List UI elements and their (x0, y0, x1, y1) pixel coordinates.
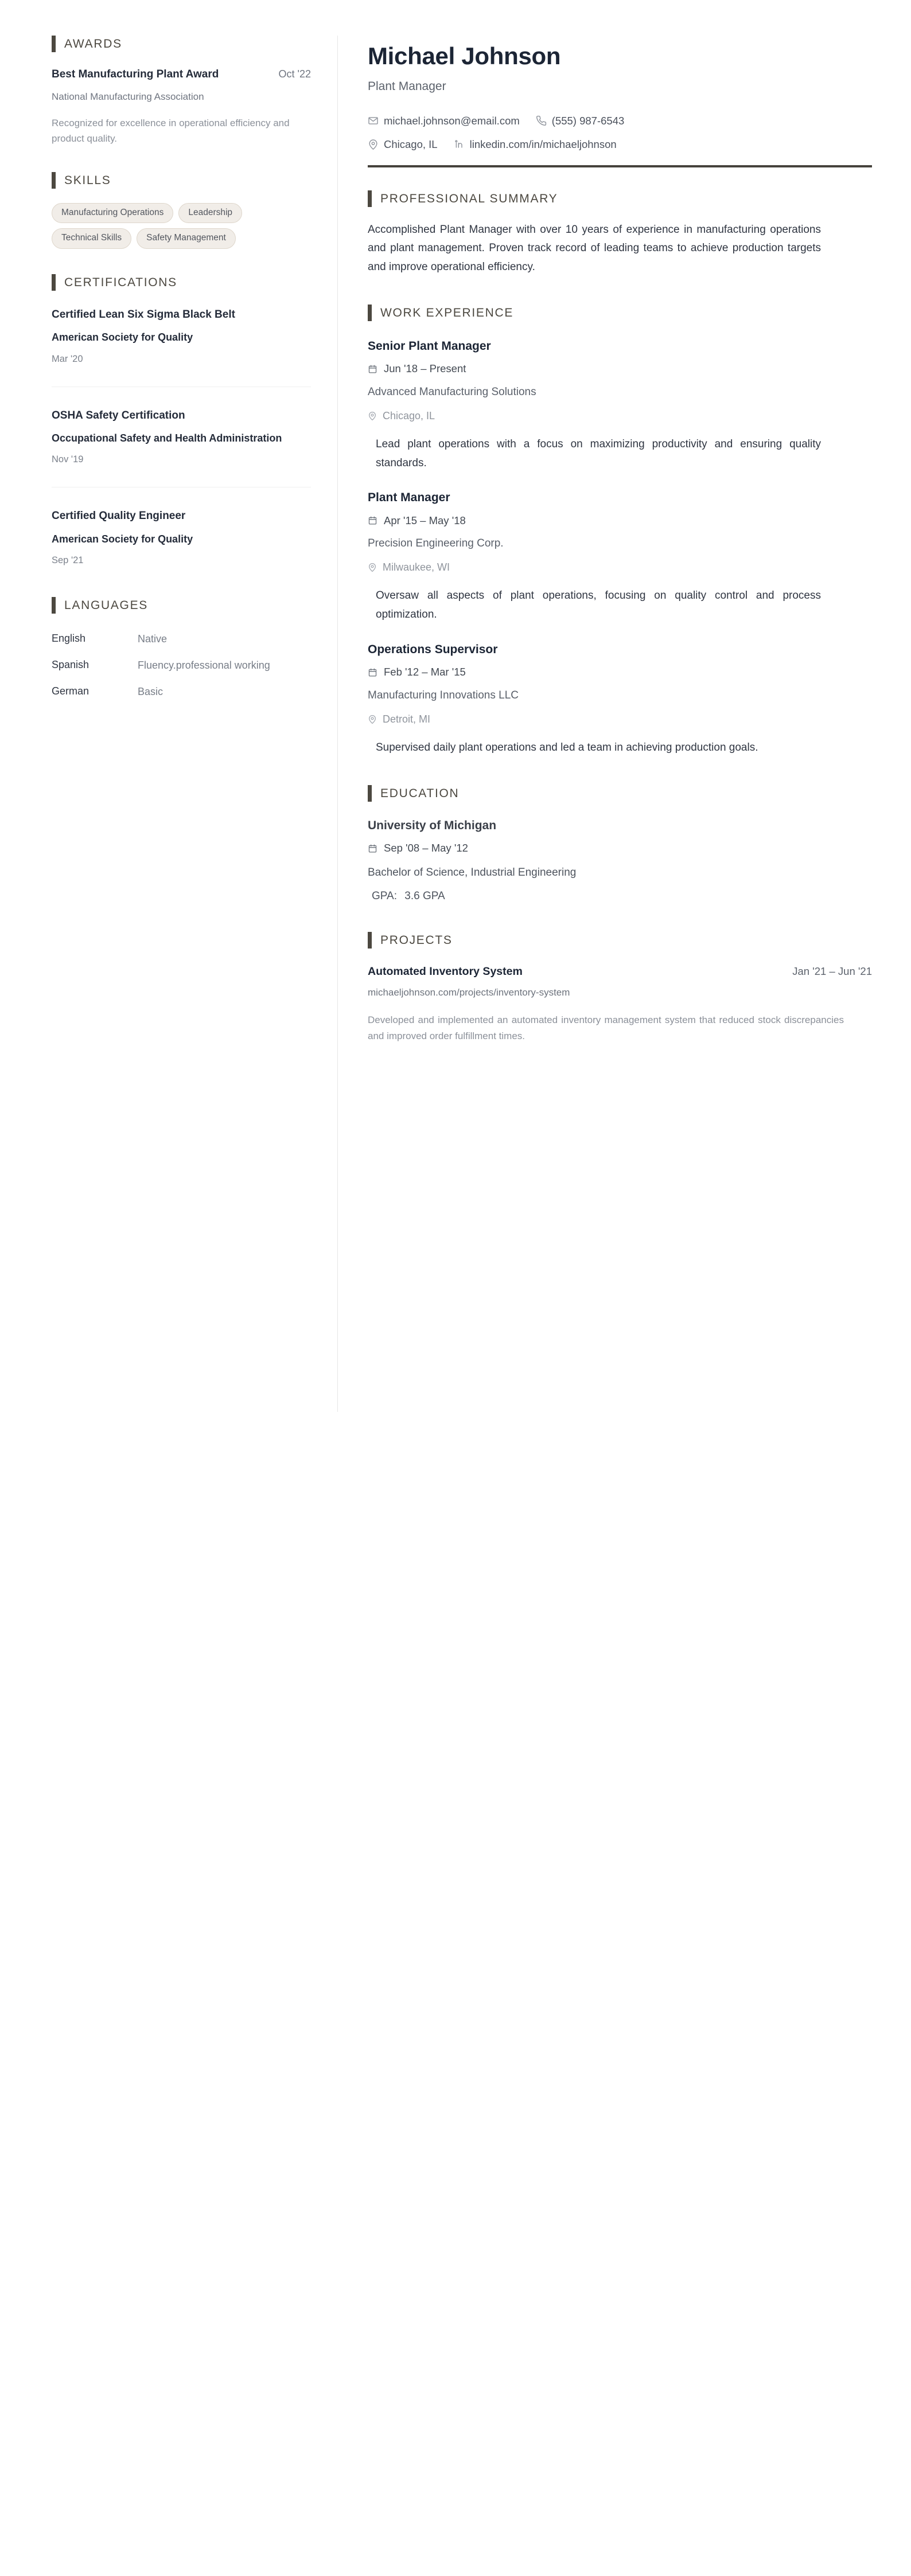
contact-line-secondary (368, 138, 872, 151)
certification-date: Sep '21 (52, 555, 84, 565)
summary-heading (368, 190, 872, 207)
awards-heading-label: AWARDS (64, 37, 122, 50)
map-pin-icon (368, 563, 377, 572)
certification-name: Certified Quality Engineer (52, 510, 186, 522)
certifications-section (52, 274, 311, 567)
calendar-icon (368, 844, 377, 853)
education-heading (368, 785, 872, 802)
job-dates-row (368, 665, 872, 680)
language-level: Basic (138, 686, 163, 698)
projects-section (368, 932, 872, 1045)
job-title: Operations Supervisor (368, 642, 498, 656)
resume-body (39, 36, 872, 1412)
calendar-icon (368, 668, 377, 677)
map-pin-icon (368, 139, 379, 150)
contact-phone-text: (555) 987-6543 (551, 114, 625, 127)
experience-item (368, 642, 872, 758)
job-company: Precision Engineering Corp. (368, 537, 504, 550)
education-item (368, 818, 872, 904)
award-date: Oct '22 (278, 68, 311, 80)
project-item (368, 965, 872, 1045)
main-column (338, 36, 872, 1045)
certification-issuer: American Society for Quality (52, 533, 193, 545)
section-accent-bar-icon (52, 274, 56, 291)
language-row (52, 681, 311, 702)
certification-list (52, 307, 311, 567)
candidate-name: Michael Johnson (368, 42, 561, 69)
project-url[interactable]: michaeljohnson.com/projects/inventory-system (368, 987, 570, 998)
contact-email-text: michael.johnson@email.com (384, 114, 520, 127)
language-row (52, 655, 311, 676)
education-dates-row (368, 841, 872, 856)
education-gpa-label: GPA: (372, 890, 397, 903)
calendar-icon (368, 516, 377, 525)
phone-icon (536, 115, 547, 126)
award-title: Best Manufacturing Plant Award (52, 68, 219, 80)
certification-item (52, 408, 311, 488)
languages-heading-label: LANGUAGES (64, 599, 149, 612)
job-dates: Jun '18 – Present (384, 362, 466, 374)
certification-date: Mar '20 (52, 353, 83, 364)
certification-item (52, 508, 311, 567)
contact-email[interactable] (368, 114, 520, 128)
projects-heading (368, 932, 872, 949)
project-dates: Jan '21 – Jun '21 (792, 965, 872, 977)
languages-section (52, 597, 311, 702)
skills-heading (52, 172, 311, 189)
sidebar-column (39, 36, 337, 708)
awards-section (52, 36, 311, 147)
job-location-row (368, 409, 872, 423)
languages-heading (52, 597, 311, 614)
map-pin-icon (368, 715, 377, 724)
job-dates-row (368, 362, 872, 376)
section-accent-bar-icon (52, 172, 56, 189)
section-accent-bar-icon (52, 36, 56, 52)
contact-location (368, 138, 438, 151)
skills-pill-list (52, 203, 311, 249)
section-accent-bar-icon (368, 190, 372, 207)
language-level: Native (138, 633, 168, 645)
candidate-role: Plant Manager (368, 80, 446, 93)
language-name: Spanish (52, 659, 89, 671)
award-organization: National Manufacturing Association (52, 91, 204, 102)
contact-block (368, 114, 872, 151)
language-list (52, 629, 311, 702)
job-description: Oversaw all aspects of plant operations, focusing on quality control and process optimization. (376, 590, 821, 621)
skills-section (52, 172, 311, 249)
section-accent-bar-icon (368, 785, 372, 802)
job-title: Senior Plant Manager (368, 339, 491, 353)
linkedin-icon (454, 139, 465, 150)
projects-heading-label: PROJECTS (380, 933, 453, 947)
section-accent-bar-icon (52, 597, 56, 614)
education-degree: Bachelor of Science, Industrial Engineering (368, 866, 577, 879)
job-dates-row (368, 514, 872, 528)
job-description: Supervised daily plant operations and led a team in achieving production goals. (376, 741, 758, 754)
language-name: German (52, 685, 89, 697)
job-description: Lead plant operations with a focus on maximizing productivity and ensuring quality standards. (376, 438, 821, 469)
summary-heading-label: PROFESSIONAL SUMMARY (380, 192, 558, 205)
certification-item (52, 307, 311, 387)
contact-line-primary (368, 114, 872, 128)
section-accent-bar-icon (368, 305, 372, 321)
skill-pill: Safety Management (137, 228, 236, 249)
experience-heading-label: WORK EXPERIENCE (380, 306, 514, 319)
resume-header (368, 42, 872, 167)
calendar-icon (368, 364, 377, 374)
education-section (368, 785, 872, 904)
job-location: Milwaukee, WI (383, 561, 450, 573)
certification-name: OSHA Safety Certification (52, 409, 185, 421)
contact-linkedin[interactable] (454, 138, 617, 151)
project-top-row (368, 965, 872, 979)
experience-heading (368, 305, 872, 321)
header-rule (368, 165, 872, 167)
contact-location-text: Chicago, IL (384, 138, 438, 150)
map-pin-icon (368, 411, 377, 420)
language-row (52, 629, 311, 649)
job-dates: Feb '12 – Mar '15 (384, 666, 466, 678)
certifications-heading (52, 274, 311, 291)
certification-issuer: American Society for Quality (52, 331, 193, 344)
experience-item (368, 490, 872, 625)
project-name: Automated Inventory System (368, 965, 523, 978)
award-item (52, 67, 311, 147)
certification-date: Nov '19 (52, 454, 84, 465)
experience-section (368, 305, 872, 758)
job-location: Detroit, MI (383, 713, 431, 725)
job-location-row (368, 712, 872, 726)
education-school: University of Michigan (368, 818, 497, 832)
skill-pill: Manufacturing Operations (52, 203, 173, 224)
experience-item (368, 338, 872, 473)
job-title: Plant Manager (368, 491, 450, 505)
job-dates: Apr '15 – May '18 (384, 514, 466, 526)
education-gpa-value: 3.6 GPA (404, 890, 445, 903)
job-company: Advanced Manufacturing Solutions (368, 385, 536, 398)
certification-issuer: Occupational Safety and Health Administration (52, 432, 282, 444)
award-description: Recognized for excellence in operational efficiency and product quality. (52, 117, 290, 145)
envelope-icon (368, 115, 379, 126)
language-name: English (52, 633, 86, 645)
skills-heading-label: SKILLS (64, 173, 111, 187)
skill-pill: Technical Skills (52, 228, 131, 249)
job-location-row (368, 560, 872, 574)
certifications-heading-label: CERTIFICATIONS (64, 275, 177, 289)
summary-text: Accomplished Plant Manager with over 10 years of experience in manufacturing operations and plant management. Proven track record of leading teams to achieve production targets and improve operational efficiency. (368, 223, 821, 274)
skill-pill: Leadership (178, 203, 242, 224)
award-top-row (52, 67, 311, 83)
section-accent-bar-icon (368, 932, 372, 949)
education-gpa-row (368, 889, 872, 904)
job-location: Chicago, IL (383, 409, 435, 421)
project-description: Developed and implemented an automated inventory management system that reduced stock discrepancies and improved order fulfillment times. (368, 1014, 844, 1042)
education-heading-label: EDUCATION (380, 786, 460, 800)
contact-phone[interactable] (536, 114, 625, 128)
job-company: Manufacturing Innovations LLC (368, 689, 519, 701)
contact-linkedin-text: linkedin.com/in/michaeljohnson (469, 138, 617, 150)
language-level: Fluency.professional working (138, 659, 270, 672)
summary-section (368, 190, 872, 277)
education-dates: Sep '08 – May '12 (384, 841, 468, 854)
certification-name: Certified Lean Six Sigma Black Belt (52, 308, 235, 321)
awards-heading (52, 36, 311, 52)
